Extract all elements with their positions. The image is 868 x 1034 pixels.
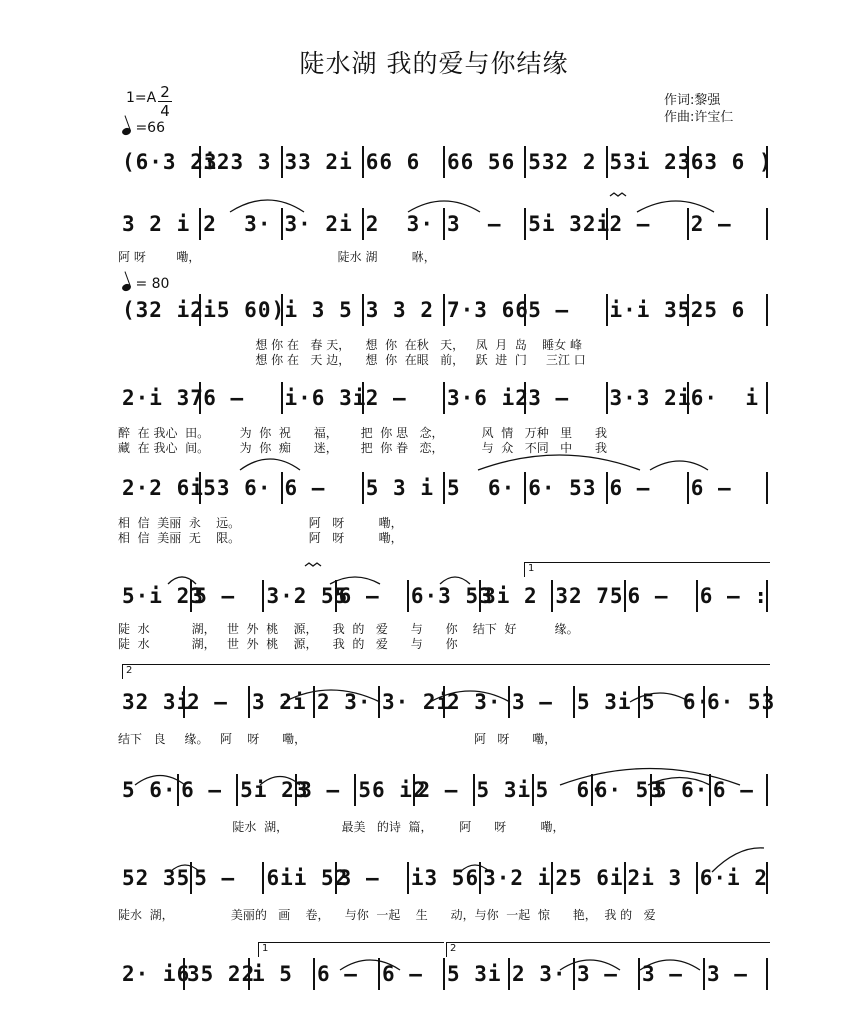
measure: 5 – [528,298,570,322]
measure: 5i 23 [240,778,309,802]
lyrics-row-6b: 陡 水 湖， 世 外 桃 源， 我 的 爱 与 你 [118,637,458,651]
measure: 5 3i [577,690,632,714]
barline [443,472,445,504]
barline [199,208,201,240]
barline [362,382,364,414]
barline [766,774,768,806]
barline [703,686,705,718]
measure: i 3 5 [284,298,353,322]
measure: 2 – [187,690,228,714]
barline [378,958,380,990]
score-row [118,690,776,718]
measure: 63 6 ) [690,150,773,174]
barline [183,958,185,990]
measure: 66 6 [365,150,421,174]
lyrics-row-3a: 想 你 在 春 天， 想 你 在秋 天， 凤 月 岛 睡女 峰 [118,338,582,352]
measure: 532 2 [528,150,597,174]
barline [236,774,238,806]
measure: i·6 3i [284,386,367,410]
measure: i5 60) [203,298,286,322]
barline [606,472,608,504]
measure: 5 6· [447,476,516,500]
measure: i 5 [252,962,293,986]
measure: 3·2 55 [266,584,349,608]
barline [262,580,264,612]
barline [407,580,409,612]
key-signature: 1=A [126,90,157,106]
barline [473,774,475,806]
barline [766,294,768,326]
lyrics-row-3b: 想 你 在 天 边， 想 你 在眼 前， 跃 进 门 三江 口 [118,353,586,367]
barline [766,472,768,504]
barline [262,862,264,894]
barline [443,146,445,178]
barline [248,686,250,718]
barline [766,686,768,718]
measure: (32 i2 [122,298,204,322]
barline [709,774,711,806]
barline [362,294,364,326]
barline [199,472,201,504]
lyrics-row-5b: 相 信 美丽 无 限。 阿 呀 嘞， [118,531,403,545]
measure: 6 – [609,476,651,500]
measure: 2 3· [512,962,567,986]
barline [443,294,445,326]
barline [508,958,510,990]
measure: 7·3 66 [447,298,529,322]
measure: 5i 32i [528,212,611,236]
barline [696,862,698,894]
barline [524,146,526,178]
lyrics-row-4b: 藏 在 我心 间。 为 你 痴 迷， 把 你 眷 恋， 与 众 不同 中 我 [118,441,608,455]
barline [335,862,337,894]
measure: i23 3 [203,150,272,174]
barline [591,774,593,806]
measure: 3 2i [252,690,307,714]
lyricist: 作词:黎强 [664,93,721,108]
barline [313,686,315,718]
barline [766,862,768,894]
barline [362,146,364,178]
measure: 2 – [609,212,651,236]
barline [606,146,608,178]
measure: 6ii 52 [266,866,349,890]
measure: 6 – [338,584,380,608]
song-title: 陡水湖 我的爱与你结缘 [299,49,569,78]
score-row [118,150,773,178]
measure: 5 – [194,866,236,890]
barline [443,208,445,240]
barline [687,472,689,504]
barline [551,862,553,894]
barline [190,580,192,612]
volta-4: 2 [446,942,770,957]
measure: 6 – [690,476,732,500]
measure: 5·i 23 [122,584,204,608]
barline [766,580,768,612]
measure: 3·6 i2 [447,386,529,410]
measure: (6·3 23 [122,150,218,174]
barline [407,862,409,894]
lyrics-row-5a: 相 信 美丽 永 远。 阿 呀 嘞， [118,516,403,530]
measure: 2 3· [317,690,372,714]
measure: 6· i [690,386,759,410]
barline [443,382,445,414]
tempo-marking-2 [122,276,169,292]
measure: 3· 2i [284,212,353,236]
lyrics-row-4a: 醉 在 我心 田。 为 你 祝 福， 把 你 思 念， 风 情 万种 里 我 [118,426,608,440]
measure: 2 3· [365,212,434,236]
measure: 6 – [382,962,423,986]
measure: 6· 53 [707,690,776,714]
measure: 6·3 53 [410,584,493,608]
measure: i·i 35 [609,298,692,322]
measure: 6 – [181,778,223,802]
barline [295,774,297,806]
measure: 25 6 [690,298,746,322]
barline [443,686,445,718]
measure: 3·3 2i [609,386,692,410]
measure: 2 3· [203,212,272,236]
score-row [118,866,768,894]
measure: 6· 53 [528,476,597,500]
measure: 5 6· [122,778,177,802]
measure: 5 6· [535,778,604,802]
time-signature-top: 2 [160,83,170,101]
barline [606,208,608,240]
measure: 25 6i [555,866,624,890]
barline [248,958,250,990]
measure: 6 – [284,476,326,500]
credits [664,92,733,126]
barline [354,774,356,806]
barline [183,686,185,718]
measure: 66 56 [447,150,516,174]
measure: 3 – [707,962,748,986]
barline [199,382,201,414]
measure: 5 6· [653,778,709,802]
barline [479,580,481,612]
score-row [118,298,768,326]
measure: 3· 2i [382,690,451,714]
volta-2: 2 [122,664,770,679]
measure: 3 2 i [122,212,191,236]
barline [687,382,689,414]
time-signature [158,84,172,119]
barline [362,472,364,504]
barline [573,958,575,990]
barline [638,686,640,718]
barline [766,146,768,178]
barline [703,958,705,990]
measure: 53i 23 [609,150,692,174]
time-signature-bottom: 4 [160,102,170,120]
barline [638,958,640,990]
barline [573,686,575,718]
measure: 5 3i [447,962,502,986]
measure: 3 – [338,866,380,890]
barline [551,580,553,612]
barline [281,208,283,240]
tempo-marking-1 [122,120,165,136]
quarter-note-icon [121,283,132,293]
lyrics-row-2: 阿 呀 嘞， 陡水 湖 咻， [118,250,436,264]
barline [508,686,510,718]
tempo-value: = 80 [135,276,170,292]
barline [479,862,481,894]
barline [606,382,608,414]
barline [696,580,698,612]
measure: 33 2i [284,150,353,174]
measure: 5 3i [476,778,532,802]
measure: 3i 2 [483,584,538,608]
measure: 2·i 37 [122,386,204,410]
score-row [118,584,768,612]
measure: 5 – [194,584,236,608]
measure: 53 6· [203,476,272,500]
measure: 2 3· [447,690,502,714]
score-row [118,778,768,806]
tempo-value: =66 [135,120,165,136]
measure: 2 – [417,778,459,802]
barline [281,382,283,414]
measure: 3 – [528,386,570,410]
measure: 56 i2 [358,778,427,802]
barline [524,382,526,414]
barline [766,382,768,414]
barline [532,774,534,806]
barline [199,294,201,326]
barline [650,774,652,806]
score-row [118,212,768,240]
barline [413,774,415,806]
measure: 52 35 [122,866,191,890]
measure: 2·2 6i [122,476,204,500]
measure: i3 56 [410,866,480,890]
score-row [118,476,768,504]
barline [378,686,380,718]
barline [313,958,315,990]
measure: 6 – [712,778,754,802]
barline [524,294,526,326]
measure: 3 – [299,778,341,802]
barline [687,208,689,240]
measure: 3 3 2 [365,298,434,322]
measure: 2 – [365,386,407,410]
barline [177,774,179,806]
measure: 3 – [447,212,502,236]
measure: 2 – [690,212,732,236]
score-row [118,962,768,990]
barline [624,580,626,612]
barline [199,146,201,178]
volta-1: 1 [524,562,770,577]
barline [362,208,364,240]
measure: 5 3 i [365,476,434,500]
measure: 2i 3 [627,866,683,890]
barline [281,294,283,326]
barline [524,208,526,240]
measure: 35 22 [187,962,256,986]
measure: 5 6· [642,690,711,714]
lyrics-row-6a: 陡 水 湖， 世 外 桃 源， 我 的 爱 与 你 结下 好 缘。 [118,622,579,636]
barline [335,580,337,612]
barline [281,472,283,504]
measure: 2· i6 [122,962,191,986]
measure: 3 – [512,690,553,714]
barline [190,862,192,894]
barline [766,208,768,240]
measure: 6 – : [699,584,768,608]
measure: 6·i 2 [699,866,768,890]
measure: 32 3i [122,690,191,714]
volta-3: 1 [258,942,444,957]
measure: 32 75 [555,584,624,608]
barline [624,862,626,894]
barline [524,472,526,504]
measure: 3 – [577,962,618,986]
barline [281,146,283,178]
barline [687,146,689,178]
measure: 6 – [317,962,358,986]
measure: 3·2 i [483,866,552,890]
measure: 3 – [642,962,683,986]
barline [606,294,608,326]
barline [687,294,689,326]
barline [443,958,445,990]
lyrics-row-7: 结下 良 缘。 阿 呀 嘞， 阿 呀 嘞， [118,732,557,746]
barline [766,958,768,990]
measure: 6 – [627,584,669,608]
measure: 6· 53 [594,778,663,802]
lyrics-row-9: 陡水 湖， 美丽的 画 卷， 与你 一起 生 动，与你 一起 惊 艳， 我 的 爱 [118,908,656,922]
composer: 作曲:许宝仁 [664,110,734,125]
quarter-note-icon [121,127,132,137]
score-row [118,386,768,414]
measure: 6 – [203,386,245,410]
lyrics-row-8: 陡水 湖， 最美 的诗 篇， 阿 呀 嘞， [118,820,565,834]
